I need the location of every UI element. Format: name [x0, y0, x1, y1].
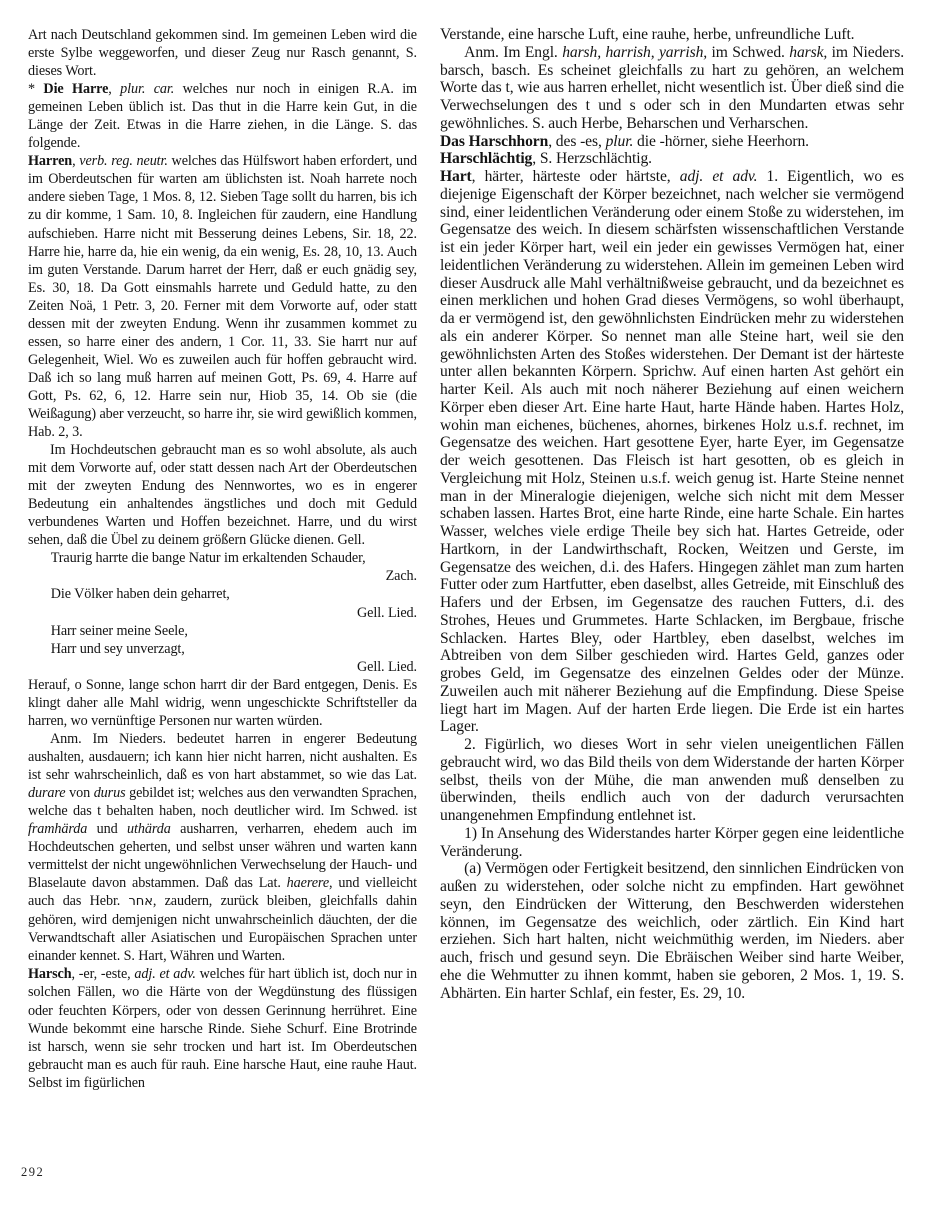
anmerkung-paragraph [28, 730, 417, 966]
grammar-label: adj. et adv. [134, 966, 196, 983]
right-text-column [440, 26, 904, 1002]
usage-paragraph [28, 441, 417, 549]
continuation-paragraph [28, 26, 417, 80]
verse-line [28, 549, 417, 567]
anmerkung-paragraph [440, 44, 904, 133]
text-run: , des -es, [548, 132, 606, 150]
text-run: Harr und sey unverzagt, [50, 640, 185, 657]
verse-line [28, 622, 417, 640]
text-run: , S. Herzschlächtig. [532, 150, 652, 168]
text-run: im Nieders. barsch, basch. Es scheinet gleichfalls zu hart zu gehören, an welchem Worte das t, wie aus harren erhellet, nicht wesentlich ist. Über dieß sind die Verwechselungen des t und s oder sch in den Mundarten etwas sehr gewöhnliches. S. auch Herbe, Beharschen und Verharschen. [440, 43, 904, 132]
entry-harschlaechtig [440, 150, 904, 168]
grammar-label: adj. et adv. [679, 168, 758, 185]
continuation-paragraph [440, 26, 904, 44]
text-run: welches das Hülfswort haben erfordert, und im Oberdeutschen für warten am üblichsten ist. Noah harrete noch andere sieben Tage, 1 Mos. 8, 12. Sieben Tage sollt du harren, bis ich zu dir komme, 1 Sam. 10, 8. Ingleichen für zaudern, eine Handlung aufschieben. Harre nicht mit Besserung deines Lebens, Sir. 18, 22. Harre hie, harre da, hie ein wenig, da ein wenig, Es. 28, 10, 13. Auch im guten Verstande. Darum harret der Herr, daß er euch gnädig sey, Es. 30, 18. Da Gott einsmahls harrete und Geduld hatte, zu den Zeiten Noä, 1 Petr. 3, 20. Ferner mit dem Vorworte auf, oder statt dessen mit der zweyten Endung. Wenn ihr zusammen kommet zu essen, so harre einer des andern, 1 Cor. 11, 33. Sie harrt nur auf Gelegenheit, Wiel. Wo es zuweilen auch für hoffen gebraucht wird. Daß ich so lang muß harren auf meinen Gott, Ps. 69, 4. Harre auf Gott, Ps. 62, 6, 12. Harre sein nur, Hiob 35, 14. Ob sie (die Weißagung) aber verzeucht, so harre ihr, sie wird gewißlich kommen, Hab. 2, 3. [28, 153, 417, 441]
text-run: , und vielleicht auch das Hebr. [28, 875, 417, 910]
verse-attribution [28, 604, 417, 622]
text-run: , -er, -este, [71, 966, 135, 983]
sense-paragraph [440, 860, 904, 1002]
headword: Harren [28, 153, 73, 170]
text-run: 1) In Ansehung des Widerstandes harter Körper gegen eine leidentliche Veränderung. [440, 824, 904, 860]
text-run: (a) Vermögen oder Fertigkeit besitzend, den sinnlichen Eindrücken von außen zu widerstehen, oder solche nicht zu empfinden. Hart gewöhnet seyn, den Eindrücken der Witterung, den Beschwerden widerstehen können, im Gegensatze des weichlich, oder zärtlich. Ein Kind hart erziehen. Sich hart halten, nicht weichmüthig werden, im Nieders. aber auch, frisch und gesund seyn. Die Ebräischen Weiber sind harte Weiber, ehe die Wehmutter zu ihnen kommt, haben sie geboren, 2 Mos. 1, 19. S. Abhärten. Ein harter Schlaf, ein fester, Es. 29, 10. [440, 860, 904, 1002]
headword: Harschlächtig [440, 150, 533, 168]
text-run: Anm. Im Engl. [464, 43, 563, 61]
text-run: Gell. Lied. [357, 604, 417, 621]
text-run: Traurig harrte die bange Natur im erkaltenden Schauder, [50, 550, 366, 567]
grammar-label: framhärda [28, 821, 88, 838]
text-run: 2. Figürlich, wo dieses Wort in sehr vielen uneigentlichen Fällen gebraucht wird, wo das Bild theils von dem Widerstande der harten Körper selbst, theils von der Mühe, die man anwenden muß denselben zu überwinden, theils endlich auch von der dadurch verursachten unangenehmen Empfindung entlehnet ist. [440, 736, 904, 824]
text-run: welches für hart üblich ist, doch nur in solchen Fällen, wo die Härte von der Wegdünstung des flüssigen oder feuchten Körpers, oder von dessen Gerinnung herrühret. Eine Wunde bekommt eine harsche Rinde. Siehe Schurf. Eine Brotrinde ist harsch, wenn sie sehr trocken und hart ist. Im Oberdeutschen gebraucht man es auch für rauh. Eine harsche Haut, eine rauhe Haut. Selbst im figürlichen [28, 966, 417, 1091]
headword: Das Harschhorn [440, 132, 549, 150]
headword: Die Harre [43, 81, 109, 98]
entry-die-harre [28, 80, 417, 152]
text-run: , zaudern, zurück bleiben, gleichfalls dahin gehören, wird demjenigen nicht unwahrscheinlich däuchten, der die Verwandtschaft aller Asiatischen und Europäischen Sprachen unter einander kennet. S. Hart, Währen und Warten. [28, 893, 417, 965]
verse-attribution [28, 658, 417, 676]
text-run: Herauf, o Sonne, lange schon harrt dir der Bard entgegen, Denis. Es klingt daher alle Mahl widrig, wenn ungeschickte Schriftsteller da harren, wo vernünftige Personen nur warten würden. [28, 676, 417, 729]
text-run: Anm. Im Nieders. bedeutet harren in engerer Bedeutung aushalten, ausdauern; ich kann hier nicht harren, nicht aushalten. Es ist sehr wahrscheinlich, daß es von hart abstammet, so wie das Lat. [28, 730, 417, 783]
usage-paragraph [28, 676, 417, 730]
sense-paragraph [440, 825, 904, 861]
text-run: * [28, 81, 44, 98]
text-run: , [108, 81, 121, 98]
grammar-label: uthärda [127, 821, 171, 838]
text-run: Zach. [385, 568, 417, 585]
text-run: , [72, 153, 80, 170]
grammar-label: verb. reg. neutr. [79, 153, 168, 170]
text-run: welches nur noch in einigen R.A. im gemeinen Leben üblich ist. Das thut in die Harre kein Gut, in die Länge der Zeit. Etwas in die Harre ziehen, in die Länge. S. das folgende. [28, 81, 417, 152]
text-run: und [87, 821, 128, 838]
verse-line [28, 585, 417, 603]
verse-line [28, 640, 417, 658]
left-text-column [28, 26, 417, 1092]
text-run: Art nach Deutschland gekommen sind. Im gemeinen Leben wird die erste Sylbe weggeworfen, und dieser Zeug nur Rasch genannt, S. dieses Wort. [28, 27, 417, 80]
text-run: Verstande, eine harsche Luft, eine rauhe, herbe, unfreundliche Luft. [440, 26, 855, 43]
text-run: im Schwed. [707, 43, 790, 61]
grammar-label: haerere [286, 875, 330, 892]
text-run: Gell. Lied. [357, 658, 417, 675]
grammar-label: plur. [605, 132, 634, 150]
hebrew-word: אחר [128, 894, 153, 910]
text-run: Im Hochdeutschen gebraucht man es so wohl absolute, als auch mit dem Vorworte auf, oder statt dessen nach Art der Oberdeutschen mit der zweyten Endung des Nennwortes, wo es in engerer Bedeutung ein anhaltendes ängstliches und doch mit Geduld verbundenes Warten und Hoffen bezeichnet. Harre, und du wirst sehen, daß die Übel zu deinem größern Glücke dienen. Gell. [28, 442, 417, 549]
entry-das-harschhorn [440, 133, 904, 151]
headword: Harsch [28, 966, 72, 983]
text-run: Harr seiner meine Seele, [50, 622, 188, 639]
page-number: 292 [21, 1165, 45, 1179]
grammar-label: durare [28, 784, 66, 801]
text-run: ausharren, verharren, ehedem auch im Hochdeutschen geherten, und selbst unser währen und warten kann vermittelst der nicht ungewöhnlichen Verwechselung der Hauch- und Blaselaute davon abstammen. Daß das Lat. [28, 821, 417, 892]
grammar-label: harsk, [789, 43, 828, 61]
text-run: die -hörner, siehe Heerhorn. [633, 132, 809, 150]
text-run: gebildet ist; welches aus den verwandten Sprachen, welche das t behalten haben, noch deutlicher wird. Im Schwed. ist [28, 784, 417, 820]
entry-harsch [28, 965, 417, 1091]
headword: Hart [440, 168, 472, 185]
grammar-label: harsh, harrish, yarrish, [562, 43, 708, 61]
text-run: Die Völker haben dein geharret, [50, 586, 230, 603]
verse-attribution [28, 567, 417, 585]
grammar-label: durus [93, 784, 126, 801]
text-run: 1. Eigentlich, wo es diejenige Eigenschaft der Körper bezeichnet, nach welcher sie vermögend sind, einer leidentlichen Veränderung oder einem Stoße zu widerstehen, im Gegensatze des weich. In diesem schärfsten wissenschaftlichen Verstande ist ein jeder Körper hart, weil ein jeder ein gewisses Vermögen hat, einer leidentlichen Veränderung zu widerstehen. Allein im gemeinen Leben wird dieser Ausdruck alle Mahl verhältnißweise gebraucht, und da bezeichnet es einen merklichen und hohen Grad dieses Vermögens, so wohl überhaupt, da er vermögend ist, den gewöhnlichsten Eindrücken mehr zu widerstehen als ein anderer Körper. So nennet man alle Steine hart, weil sie den gewöhnlichsten Arten des Stoßes widerstehen. Der Demant ist der härteste unter allen bekannten Körpern. Sprichw. Auf einen harten Ast gehört ein harter Keil. Als auch mit noch näherer Beziehung auf einen weichern Körper eben dieser Art. Eine harte Haut, harte Hände haben. Hartes Holz, wohin man eichenes, büchenes, ahornes, birkenes Holz u.s.f. rechnet, im Gegensatze des weichen. Hart gesottene Eyer, harte Eyer, im Gegensatze der weich gesottenen. Das Fleisch ist hart gesotten, ob es gleich in Vergleichung mit Holz, Steinen u.s.f. weich genug ist. Harte Steine nennet man in der Mineralogie diejenigen, welche sich nicht mit dem Messer schaben lassen. Hartes Brot, eine harte Rinde, eine harte Schale. Ein hartes Wasser, welches viele erdige Theile bey sich hat. Hartes Getreide, oder Hartkorn, in der Landwirthschaft, Rocken, Weitzen und Gerste, im Gegensatze des weichen, d.i. des Hafers. Hingegen zählet man zum harten Futter oder zum Hartfutter, eben daselbst, alles Getreide, mit Einschluß des Hafers und der Erbsen, im Gegensatze des rauchen Futters, d.i. des Strohes, Heues und Grummetes. Harte Schlacken, im Bergbaue, frische Schlacken. Hartes Bley, oder Hartbley, eben daselbst, welches im Abtreiben von dem Silber geschieden wird. Hartes Geld, ganzes oder grobes Geld, im Gegensatze des einzelnen Geldes oder der Münze. Zuweilen auch mit näherer Beziehung auf die Empfindung. Diese Speise liegt hart im Magen. Auf der harten Erde liegen. Die Erde ist ein hartes Lager. [440, 168, 904, 736]
grammar-label: plur. car. [120, 81, 175, 98]
text-run: , härter, härteste oder härtste, [471, 168, 680, 185]
entry-hart [440, 168, 904, 736]
sense-paragraph [440, 736, 904, 825]
entry-harren [28, 152, 417, 441]
text-run: von [65, 784, 94, 801]
